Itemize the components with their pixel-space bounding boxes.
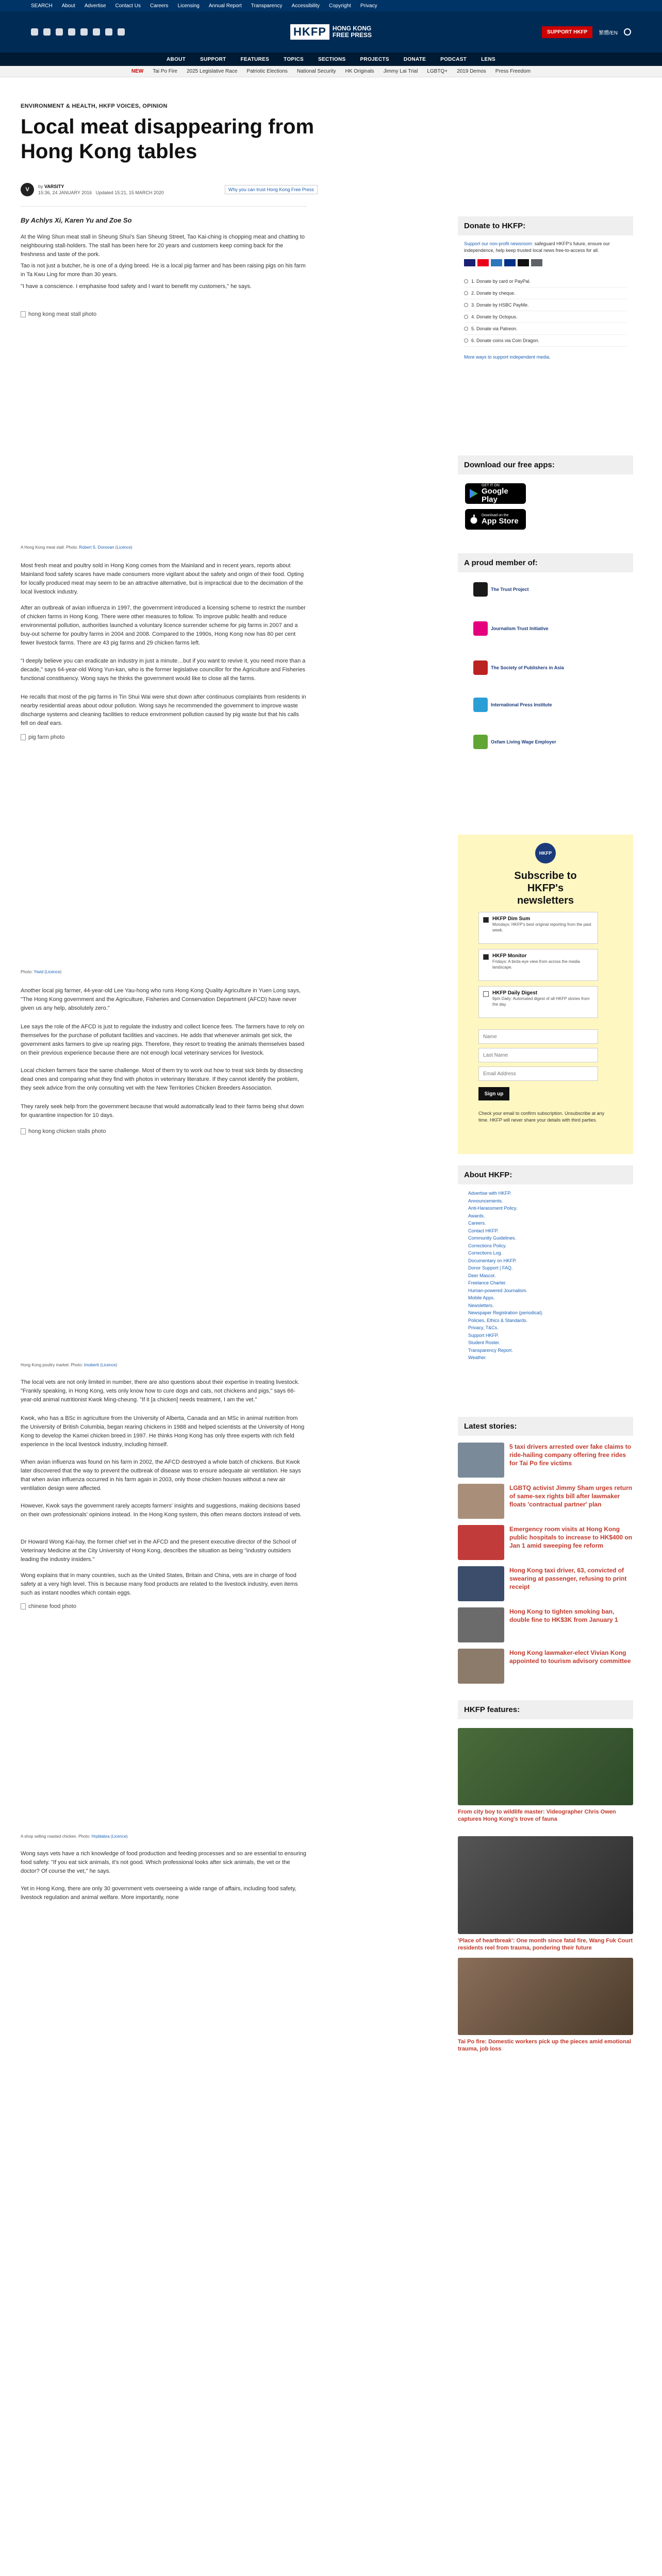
article-image bbox=[21, 1128, 307, 1134]
util-link[interactable]: Copyright bbox=[329, 3, 351, 9]
nav-item-support[interactable]: SUPPORT bbox=[200, 56, 226, 62]
about-link[interactable]: Community Guidelines. bbox=[468, 1235, 517, 1241]
latest-story[interactable]: LGBTQ activist Jimmy Sham urges return of same-sex rights bill after lawmaker floats 'contractual partner' plan bbox=[458, 1484, 633, 1525]
member-widget bbox=[458, 553, 633, 826]
apple-icon bbox=[470, 515, 478, 524]
radio-icon bbox=[464, 315, 468, 319]
radio-icon bbox=[464, 279, 468, 283]
donate-option[interactable]: 6. Donate coins via Coin Dragon. bbox=[464, 335, 627, 347]
about-links bbox=[458, 1184, 633, 1367]
newsletter-option-monitor[interactable]: HKFP Monitor Fridays: A birds-eye view from across the media landscape. bbox=[478, 949, 598, 981]
latest-widget bbox=[458, 1417, 633, 1690]
image-caption: Photo: Yiwid (Licence) bbox=[21, 970, 62, 974]
apps-widget bbox=[458, 455, 633, 526]
rss-icon[interactable] bbox=[118, 28, 125, 36]
article-title: Local meat disappearing from Hong Kong tables bbox=[21, 115, 315, 163]
newsletter-fine-print: Check your email to confirm subscription. Unsubscribe at any time. HKFP will never share your details with third parties. bbox=[478, 1111, 605, 1123]
about-link[interactable]: Anti-Harassment Policy. bbox=[468, 1206, 518, 1211]
about-link[interactable]: Support HKFP. bbox=[468, 1332, 499, 1338]
member-heading: A proud member of: bbox=[458, 553, 633, 572]
article-paragraph: Lee says the role of the AFCD is just to regulate the industry and collect licence fees. The farmers have to rely on themselves for the purchase of pollutant facilities and vaccines. He adds that whenever animals get sick, the government asks farmers to give up rearing pigs. Therefore, they resort to treating the animals themselves based on their previous experience because there are not enough local veterinary services for livestock. bbox=[21, 1024, 305, 1056]
apps-heading: Download our free apps: bbox=[458, 455, 633, 474]
article-paragraph: Local chicken farmers face the same challenge. Most of them try to work out how to treat sick birds by dissecting dead ones and comparing what they find with photos in veterinary literature. If they cannot identify the problem, they seek advice from the only consulting vet with the New Territories Chicken Breeders Association. bbox=[21, 1067, 303, 1091]
article-authors: By Achlys Xi, Karen Yu and Zoe So bbox=[21, 216, 132, 224]
article-paragraph: After an outbreak of avian influenza in 1997, the government introduced a licensing scheme to restrict the number of chicken farms in Hong Kong. There were other measures to follow. To improve public health and reduce environmental pollution, authorities launched a voluntary licence surrender scheme for pig farms in 2007 and a buy-out scheme for poultry farms in 2004 and 2008. Compared to the 1990s, Hong Kong now has 80 per cent fewer livestock farms. There are 43 pig farms and 29 chicken farms left. bbox=[21, 605, 306, 646]
image-alt: hong kong meat stall photo bbox=[28, 311, 97, 317]
jti-logo-icon bbox=[473, 621, 488, 636]
article-paragraph: "I have a conscience. I emphasise food safety and I want to benefit my customers," he says. bbox=[21, 283, 252, 290]
about-link[interactable]: Human-powered Journalism. bbox=[468, 1287, 528, 1293]
donate-option[interactable]: 4. Donate by Octopus. bbox=[464, 311, 627, 323]
about-link[interactable]: Advertise with HKFP. bbox=[468, 1191, 511, 1196]
instagram-icon[interactable] bbox=[56, 28, 63, 36]
member-oxfam[interactable]: Oxfam Living Wage Employer bbox=[473, 735, 556, 749]
radio-icon bbox=[464, 291, 468, 295]
broken-image-icon bbox=[21, 1603, 26, 1609]
util-link[interactable]: Contact Us bbox=[115, 3, 141, 9]
mastercard-icon bbox=[477, 259, 489, 266]
article-paragraph: When avian influenza was found on his farm in 2002, the AFCD destroyed a whole batch of chickens. But Kwok later discovered that the way to prevent the outbreak of disease was to ensure adequate air ventilation. He says that when avian influenza occurred in his farm again in 2003, only those chicken houses without a new air ventilation design were affected. bbox=[21, 1459, 301, 1492]
ticker-item[interactable]: Patriotic Elections bbox=[246, 69, 288, 74]
latest-heading: Latest stories: bbox=[458, 1417, 633, 1436]
article-paragraph: Most fresh meat and poultry sold in Hong Kong comes from the Mainland and in recent years, reports about Mainland food safety scares have made consumers more vigilant about the safety and origin of their food. Opting for locally produced meat may seem to be an attractive alternative, but is impractical due to the decimation of the local livestock industry. bbox=[21, 563, 304, 595]
image-alt: pig farm photo bbox=[28, 734, 65, 740]
paypal-icon bbox=[504, 259, 516, 266]
photo-credit-link[interactable]: Yiwid bbox=[34, 970, 44, 974]
author-avatar: V bbox=[21, 183, 34, 196]
article-paragraph: Wong explains that in many countries, such as the United States, Britain and China, vets are in charge of food safety at a very high level. This is because many food products are related to the livestock industry, even items such as instant noodles which contain eggs. bbox=[21, 1572, 298, 1596]
trust-banner[interactable]: Why you can trust Hong Kong Free Press bbox=[225, 185, 318, 194]
licence-link[interactable]: Licence bbox=[112, 1834, 127, 1839]
util-link[interactable]: Privacy bbox=[360, 3, 377, 9]
ticker-item[interactable]: Press Freedom bbox=[495, 69, 531, 74]
site-header bbox=[0, 11, 662, 53]
ticker-item[interactable]: 2025 Legislative Race bbox=[187, 69, 238, 74]
article-paragraph: Tao is not just a butcher, he is one of a dying breed. He is a local pig farmer and has been raising pigs on his farm in Ta Kwu Ling for more than 30 years. bbox=[21, 263, 306, 278]
feature-image bbox=[458, 1836, 633, 1934]
nonprofit-link[interactable]: Support our non-profit newsroom: bbox=[464, 241, 534, 246]
newsletter-logo: HKFP bbox=[535, 843, 556, 863]
first-name-input[interactable] bbox=[478, 1029, 598, 1044]
byline bbox=[21, 183, 318, 196]
nav-item-donate[interactable]: DONATE bbox=[403, 56, 426, 62]
donate-option[interactable]: 2. Donate by cheque. bbox=[464, 287, 627, 299]
photo-credit-link[interactable]: Robert S. Donovan bbox=[79, 545, 114, 550]
latest-story[interactable]: Hong Kong to tighten smoking ban, double fine to HK$3K from January 1 bbox=[458, 1607, 633, 1649]
member-trust-project[interactable]: The Trust Project bbox=[473, 582, 529, 597]
newsletter-title: Subscribe to HKFP's newsletters bbox=[514, 870, 577, 906]
nav-item-features[interactable]: FEATURES bbox=[240, 56, 270, 62]
util-link[interactable]: Careers bbox=[150, 3, 169, 9]
util-link[interactable]: Advertise bbox=[84, 3, 106, 9]
util-link[interactable]: Transparency bbox=[251, 3, 283, 9]
amex-icon bbox=[491, 259, 502, 266]
licence-link[interactable]: Licence bbox=[117, 545, 131, 550]
article-paragraph: However, Kwok says the government rarely accepts farmers' insights and suggestions, making decisions based on their own professionals' opinions instead. In the Hong Kong system, this often means doctors instead of vets. bbox=[21, 1503, 302, 1518]
about-link[interactable]: Deer Mascot. bbox=[468, 1273, 496, 1278]
article-image bbox=[21, 734, 307, 740]
story-thumbnail bbox=[458, 1566, 504, 1601]
article-paragraph: He recalls that most of the pig farms in Tin Shui Wai were shut down after continuous complaints from residents in nearby residential areas about odour pollution. Wong says he recommended the government to improve waste discharge systems and cleaning facilities to reduce environment pollution caused by pig waste but that his calls fell on deaf ears. bbox=[21, 694, 306, 726]
threads-icon[interactable] bbox=[68, 28, 75, 36]
story-thumbnail bbox=[458, 1607, 504, 1642]
util-link[interactable]: Licensing bbox=[177, 3, 200, 9]
visa-icon bbox=[464, 259, 475, 266]
image-alt: chinese food photo bbox=[28, 1603, 76, 1609]
x-icon[interactable] bbox=[43, 28, 51, 36]
member-sopa[interactable]: The Society of Publishers in Asia bbox=[473, 660, 564, 675]
article-paragraph: Wong says vets have a rich knowledge of food production and feeding processes and so are essential to ensuring food safety. "If you eat sick animals, it's not good. Which professional looks after sick animals, the vet or the doctor? Of course the vet," he says. bbox=[21, 1851, 306, 1874]
latest-story[interactable]: 5 taxi drivers arrested over fake claims to ride-hailing company offering free rides for Tai Po fire victims bbox=[458, 1443, 633, 1484]
about-link[interactable]: Careers. bbox=[468, 1221, 486, 1226]
checkbox-checked-icon[interactable] bbox=[483, 954, 489, 960]
applepay-icon bbox=[518, 259, 529, 266]
divider bbox=[21, 206, 307, 207]
about-link[interactable]: Corrections Policy. bbox=[468, 1243, 507, 1248]
language-toggle[interactable]: 繁體/EN bbox=[599, 30, 618, 36]
ticker-item[interactable]: Jimmy Lai Trial bbox=[383, 69, 418, 74]
ticker-item[interactable]: National Security bbox=[296, 69, 336, 74]
feature-image bbox=[458, 1728, 633, 1805]
story-thumbnail bbox=[458, 1443, 504, 1478]
about-link[interactable]: Mobile Apps. bbox=[468, 1295, 495, 1300]
about-heading: About HKFP: bbox=[458, 1165, 633, 1184]
about-link[interactable]: Weather. bbox=[468, 1355, 487, 1360]
about-link[interactable]: Freelance Charter. bbox=[468, 1280, 507, 1285]
story-thumbnail bbox=[458, 1484, 504, 1519]
more-ways-link[interactable]: More ways to support independent media. bbox=[464, 354, 551, 360]
nav-item-podcast[interactable]: PODCAST bbox=[440, 56, 467, 62]
last-name-input[interactable] bbox=[478, 1048, 598, 1062]
google-play-icon bbox=[470, 489, 478, 498]
trust-project-logo-icon bbox=[473, 582, 488, 597]
feature-story[interactable]: From city boy to wildlife master: Videographer Chris Owen captures Hong Kong's trove of fauna bbox=[458, 1728, 633, 1823]
member-jti[interactable]: Journalism Trust Initiative bbox=[473, 621, 549, 636]
article-paragraph: Yet in Hong Kong, there are only 30 government vets overseeing a wide range of affairs, including food safety, livestock regulation and animal welfare. More importantly, none bbox=[21, 1886, 296, 1901]
util-link[interactable]: Annual Report bbox=[208, 3, 242, 9]
newsletter-option-digest[interactable]: HKFP Daily Digest 9pm Daily: Automated digest of all HKFP stories from the day. bbox=[478, 986, 598, 1018]
ticker-item[interactable]: HK Originals bbox=[345, 69, 374, 74]
payment-icons bbox=[458, 259, 633, 266]
image-caption: A Hong Kong meat stall. Photo: Robert S. Donovan (Licence) bbox=[21, 545, 133, 550]
image-caption: Hong Kong poultry market. Photo: Imobertt (Licence) bbox=[21, 1363, 118, 1367]
broken-image-icon bbox=[21, 734, 26, 740]
about-link[interactable]: Newspaper Registration (periodical). bbox=[468, 1310, 543, 1315]
latest-story[interactable]: Hong Kong taxi driver, 63, convicted of swearing at passenger, refusing to print receipt bbox=[458, 1566, 633, 1607]
support-hkfp-button[interactable]: SUPPORT HKFP bbox=[542, 26, 592, 38]
donate-intro: Support our non-profit newsroom: safeguard HKFP's future, ensure our independence, help keep trusted local news free-to-access for all. bbox=[464, 241, 610, 253]
donate-heading: Donate to HKFP: bbox=[458, 216, 633, 235]
about-link[interactable]: Student Roster. bbox=[468, 1340, 501, 1345]
donate-option[interactable]: 5. Donate via Patreon. bbox=[464, 323, 627, 335]
article-paragraph: At the Wing Shun meat stall in Sheung Shui's San Sheung Street, Tao Kai-ching is chopping meat and chatting to neighbouring stall-holders. The stall has been here for 20 years and customers keep coming back for the freshness and taste of the pork. bbox=[21, 234, 305, 258]
nav-item-sections[interactable]: SECTIONS bbox=[318, 56, 346, 62]
radio-icon bbox=[464, 303, 468, 307]
photo-credit-link[interactable]: Hrpblabra bbox=[91, 1834, 110, 1839]
article-image bbox=[21, 311, 307, 317]
sopa-logo-icon bbox=[473, 660, 488, 675]
about-link[interactable]: Policies, Ethics & Standards. bbox=[468, 1317, 528, 1323]
licence-link[interactable]: Licence bbox=[45, 970, 60, 974]
about-link[interactable]: Transparency Report. bbox=[468, 1347, 513, 1353]
search-icon[interactable] bbox=[624, 28, 631, 36]
author-link[interactable]: VARSITY bbox=[44, 184, 64, 189]
radio-icon bbox=[464, 338, 468, 343]
util-link[interactable]: About bbox=[61, 3, 75, 9]
topic-ticker bbox=[0, 66, 662, 77]
nav-item-projects[interactable]: PROJECTS bbox=[360, 56, 389, 62]
about-link[interactable]: Donor Support | FAQ. bbox=[468, 1265, 513, 1270]
youtube-icon[interactable] bbox=[80, 28, 88, 36]
article-paragraph: Kwok, who has a BSc in agriculture from the University of Alberta, Canada and an MSc in animal nutrition from the University of British Columbia, began rearing chickens in 1988 and helped scientists at the University of Hong Kong to develop the Kamei chicken breed in 1997. He thinks Hong Kong has only three experts with rich field experience in the local livestock industry, including himself. bbox=[21, 1415, 305, 1448]
search-link[interactable]: SEARCH bbox=[31, 3, 53, 9]
about-link[interactable]: Contact HKFP. bbox=[468, 1228, 499, 1233]
app-store-button[interactable]: Download on the App Store bbox=[465, 509, 526, 530]
social-links bbox=[31, 28, 125, 36]
ipi-logo-icon bbox=[473, 698, 488, 712]
utility-bar bbox=[0, 0, 662, 11]
feature-image bbox=[458, 1958, 633, 2035]
article-category[interactable]: ENVIRONMENT & HEALTH, HKFP VOICES, OPINION bbox=[21, 103, 168, 109]
photo-credit-link[interactable]: Imobertt bbox=[84, 1363, 100, 1367]
about-link[interactable]: Awards. bbox=[468, 1213, 485, 1218]
ticker-item[interactable]: 2019 Demos bbox=[457, 69, 486, 74]
google-play-button[interactable]: GET IT ON Google Play bbox=[465, 483, 526, 504]
article-paragraph: Another local pig farmer, 44-year-old Lee Yau-hong who runs Hong Kong Quality Agriculture in Yuen Long says, "The Hong Kong government and the Agriculture, Fisheries and Conservation Department (AFCD) have never given us any help, absolutely zero." bbox=[21, 988, 301, 1011]
donate-options bbox=[458, 266, 633, 347]
broken-image-icon bbox=[21, 1128, 26, 1134]
signup-button[interactable]: Sign up bbox=[478, 1087, 509, 1100]
feature-story[interactable]: Tai Po fire: Domestic workers pick up the pieces amid emotional trauma, job loss bbox=[458, 1958, 633, 2053]
features-heading: HKFP features: bbox=[458, 1700, 633, 1719]
util-link[interactable]: Accessibility bbox=[291, 3, 320, 9]
about-link[interactable]: Documentary on HKFP. bbox=[468, 1258, 517, 1263]
radio-icon bbox=[464, 327, 468, 331]
article-paragraph: They rarely seek help from the government because that would automatically lead to their farms being shut down for quarantine inspection for 10 days. bbox=[21, 1104, 304, 1118]
newsletter-widget bbox=[458, 835, 633, 1154]
checkbox-checked-icon[interactable] bbox=[483, 917, 489, 923]
about-link[interactable]: Corrections Log. bbox=[468, 1250, 503, 1256]
licence-link[interactable]: Licence bbox=[101, 1363, 116, 1367]
logo-text: HONG KONG FREE PRESS bbox=[332, 25, 372, 39]
nav-item-about[interactable]: ABOUT bbox=[167, 56, 186, 62]
ticker-item[interactable]: LGBTQ+ bbox=[427, 69, 448, 74]
logo-mark: HKFP bbox=[290, 24, 329, 40]
site-logo[interactable] bbox=[290, 24, 372, 40]
ticker-label: NEW bbox=[131, 69, 144, 74]
story-thumbnail bbox=[458, 1525, 504, 1560]
member-ipi[interactable]: International Press Institute bbox=[473, 698, 552, 712]
latest-story[interactable]: Emergency room visits at Hong Kong public hospitals to increase to HK$400 on Jan 1 amid sweeping fee reform bbox=[458, 1525, 633, 1566]
googlepay-icon bbox=[531, 259, 542, 266]
telegram-icon[interactable] bbox=[93, 28, 100, 36]
latest-story[interactable]: Hong Kong lawmaker-elect Vivian Kong appointed to tourism advisory committee bbox=[458, 1649, 633, 1690]
facebook-icon[interactable] bbox=[31, 28, 38, 36]
about-widget bbox=[458, 1165, 633, 1367]
article-image bbox=[21, 1603, 307, 1609]
broken-image-icon bbox=[21, 311, 26, 317]
donate-option[interactable]: 3. Donate by HSBC PayMe. bbox=[464, 299, 627, 311]
oxfam-logo-icon bbox=[473, 735, 488, 749]
email-input[interactable] bbox=[478, 1066, 598, 1081]
feature-story[interactable]: 'Place of heartbreak': One month since fatal fire, Wang Fuk Court residents reel from trauma, pondering their future bbox=[458, 1836, 633, 1952]
newsletter-option-dimsum[interactable]: HKFP Dim Sum Mondays: HKFP's best original reporting from the past week. bbox=[478, 912, 598, 944]
article-paragraph: The local vets are not only limited in number, there are also questions about their expertise in treating livestock. "Frankly speaking, in Hong Kong, vets only know how to cure dogs and cats, not chickens and pigs," says 66-year-old animal nutritionist Kwok Ming-cheung. "If it [a chicken] needs treatment, I am the vet." bbox=[21, 1379, 300, 1403]
byline-text: by VARSITY 15:36, 24 JANUARY 2016 Updated 15:21, 15 MARCH 2020 bbox=[38, 184, 164, 195]
features-widget bbox=[458, 1700, 633, 2056]
image-caption: A shop selling roasted chicken. Photo: Hrpblabra (Licence) bbox=[21, 1834, 128, 1839]
article-paragraph: "I deeply believe you can eradicate an industry in just a minute…but if you want to revive it, you need more than a decade," says 64-year-old Wong Yun-kan, who is the former legislative councillor for the Agriculture and Fisheries functional constituency. Wong says he thinks the government would like to close all the farms. bbox=[21, 658, 306, 682]
donate-widget bbox=[458, 216, 633, 368]
donate-option[interactable]: 1. Donate by card or PayPal. bbox=[464, 276, 627, 287]
about-link[interactable]: Newsletters. bbox=[468, 1302, 494, 1308]
ticker-item[interactable]: Tai Po Fire bbox=[153, 69, 177, 74]
linkedin-icon[interactable] bbox=[105, 28, 112, 36]
nav-item-topics[interactable]: TOPICS bbox=[284, 56, 304, 62]
about-link[interactable]: Announcements. bbox=[468, 1198, 503, 1204]
publish-date: 15:36, 24 JANUARY 2016 bbox=[38, 190, 92, 195]
checkbox-icon[interactable] bbox=[483, 991, 489, 997]
about-link[interactable]: Privacy, T&Cs. bbox=[468, 1325, 499, 1330]
image-alt: hong kong chicken stalls photo bbox=[28, 1128, 106, 1134]
main-nav bbox=[0, 53, 662, 66]
updated-date: Updated 15:21, 15 MARCH 2020 bbox=[95, 190, 164, 195]
article-paragraph: Dr Howard Wong Kai-hay, the former chief vet in the AFCD and the present executive director of the School of Veterinary Medicine at the City University of Hong Kong, describes the situation as being "industry outsiders leading the industry insiders." bbox=[21, 1539, 296, 1563]
story-thumbnail bbox=[458, 1649, 504, 1684]
nav-item-lens[interactable]: LENS bbox=[481, 56, 495, 62]
